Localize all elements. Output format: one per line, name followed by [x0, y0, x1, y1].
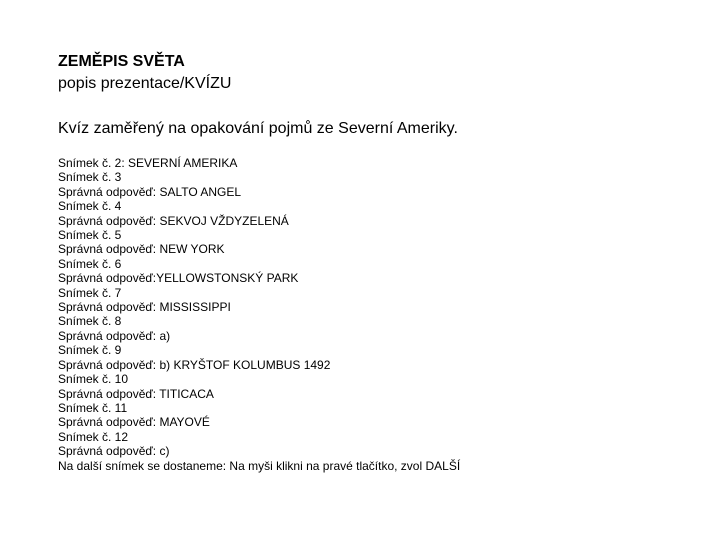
list-item: Správná odpověď: NEW YORK [58, 242, 225, 257]
list-item: Snímek č. 4 [58, 199, 122, 214]
list-item: Snímek č. 12 [58, 429, 129, 444]
list-item: Snímek č. 6 [58, 256, 122, 271]
answer-list [58, 156, 460, 473]
list-item: Snímek č. 2: SEVERNÍ AMERIKA [58, 156, 238, 170]
list-item: Správná odpověď: b) KRYŠTOF KOLUMBUS 1492 [58, 357, 331, 372]
list-item: Správná odpověď: SEKVOJ VŽDYZELENÁ [58, 213, 289, 228]
list-item: Správná odpověď: TITICACA [58, 386, 214, 401]
list-item: Snímek č. 10 [58, 372, 129, 387]
list-item: Správná odpověď: a) [58, 328, 171, 343]
list-item: Snímek č. 11 [58, 400, 128, 415]
title-block [58, 51, 231, 95]
list-item: Správná odpověď: SALTO ANGEL [58, 184, 242, 199]
list-item: Správná odpověď:YELLOWSTONSKÝ PARK [58, 271, 299, 286]
list-item: Snímek č. 3 [58, 170, 122, 185]
list-item: Snímek č. 5 [58, 228, 122, 243]
list-item: Na další snímek se dostaneme: Na myši klikni na pravé tlačítko, zvol DALŠÍ [58, 458, 461, 473]
list-item: Správná odpověď: c) [58, 444, 170, 459]
list-item: Snímek č. 7 [58, 285, 122, 300]
quiz-intro: Kvíz zaměřený na opakování pojmů ze Severní Ameriky. [58, 120, 458, 137]
list-item: Správná odpověď: MISSISSIPPI [58, 300, 231, 315]
list-item: Snímek č. 8 [58, 314, 122, 329]
list-item: Správná odpověď: MAYOVÉ [58, 415, 210, 430]
document-title: ZEMĚPIS SVĚTA [58, 53, 185, 70]
list-item: Snímek č. 9 [58, 343, 122, 358]
document-subtitle: popis prezentace/KVÍZU [58, 75, 232, 92]
